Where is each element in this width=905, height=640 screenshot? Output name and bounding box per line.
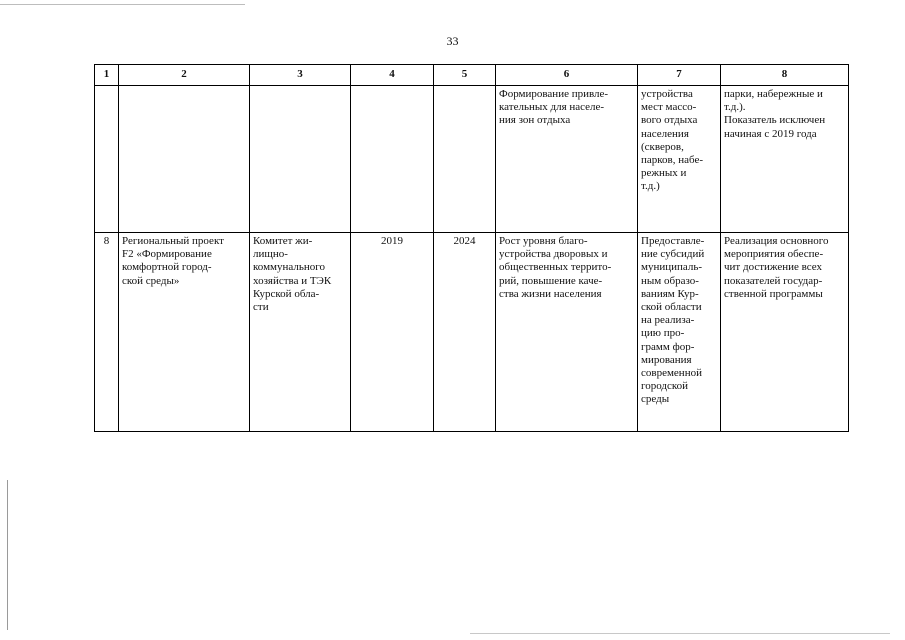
page-number: 33 — [446, 34, 459, 48]
expected-result-cell: Рост уровня благо- устройства дворовых и общественных террито- рий, повышение каче- ства жизни населения — [496, 233, 638, 432]
column-header: 3 — [250, 65, 351, 86]
column-header: 1 — [95, 65, 119, 86]
column-header: 7 — [638, 65, 721, 86]
table-row — [95, 86, 849, 233]
start-year-cell: 2019 — [351, 233, 434, 432]
row-number-cell: 8 — [95, 233, 119, 432]
project-name-cell: Региональный проект F2 «Формирование комфортной город- ской среды» — [119, 233, 250, 432]
expected-result-cell: Формирование привле- кательных для населе- ния зон отдыха — [496, 86, 638, 233]
indicator-link-cell: Реализация основного мероприятия обеспе- чит достижение всех показателей государ- ственной программы — [721, 233, 849, 432]
row-number-cell — [95, 86, 119, 233]
start-year-cell — [351, 86, 434, 233]
table-header-row — [95, 65, 849, 86]
scan-edge-left — [7, 480, 8, 630]
project-name-cell — [119, 86, 250, 233]
scan-edge-top — [0, 4, 245, 5]
column-header: 8 — [721, 65, 849, 86]
column-header: 6 — [496, 65, 638, 86]
table-row — [95, 233, 849, 432]
end-year-cell — [434, 86, 496, 233]
main-directions-cell: Предоставле- ние субсидий муниципаль- ным образо- ваниям Кур- ской области на реализа- цию про- грамм фор- мирования современной городской среды — [638, 233, 721, 432]
column-header: 2 — [119, 65, 250, 86]
scan-edge-bottom — [470, 633, 890, 634]
program-table — [94, 64, 849, 432]
indicator-link-cell: парки, набережные и т.д.). Показатель исключен начиная с 2019 года — [721, 86, 849, 233]
end-year-cell: 2024 — [434, 233, 496, 432]
responsible-executor-cell: Комитет жи- лищно- коммунального хозяйства и ТЭК Курской обла- сти — [250, 233, 351, 432]
main-directions-cell: устройства мест массо- вого отдыха населения (скверов, парков, набе- режных и т.д.) — [638, 86, 721, 233]
column-header: 5 — [434, 65, 496, 86]
responsible-executor-cell — [250, 86, 351, 233]
column-header: 4 — [351, 65, 434, 86]
